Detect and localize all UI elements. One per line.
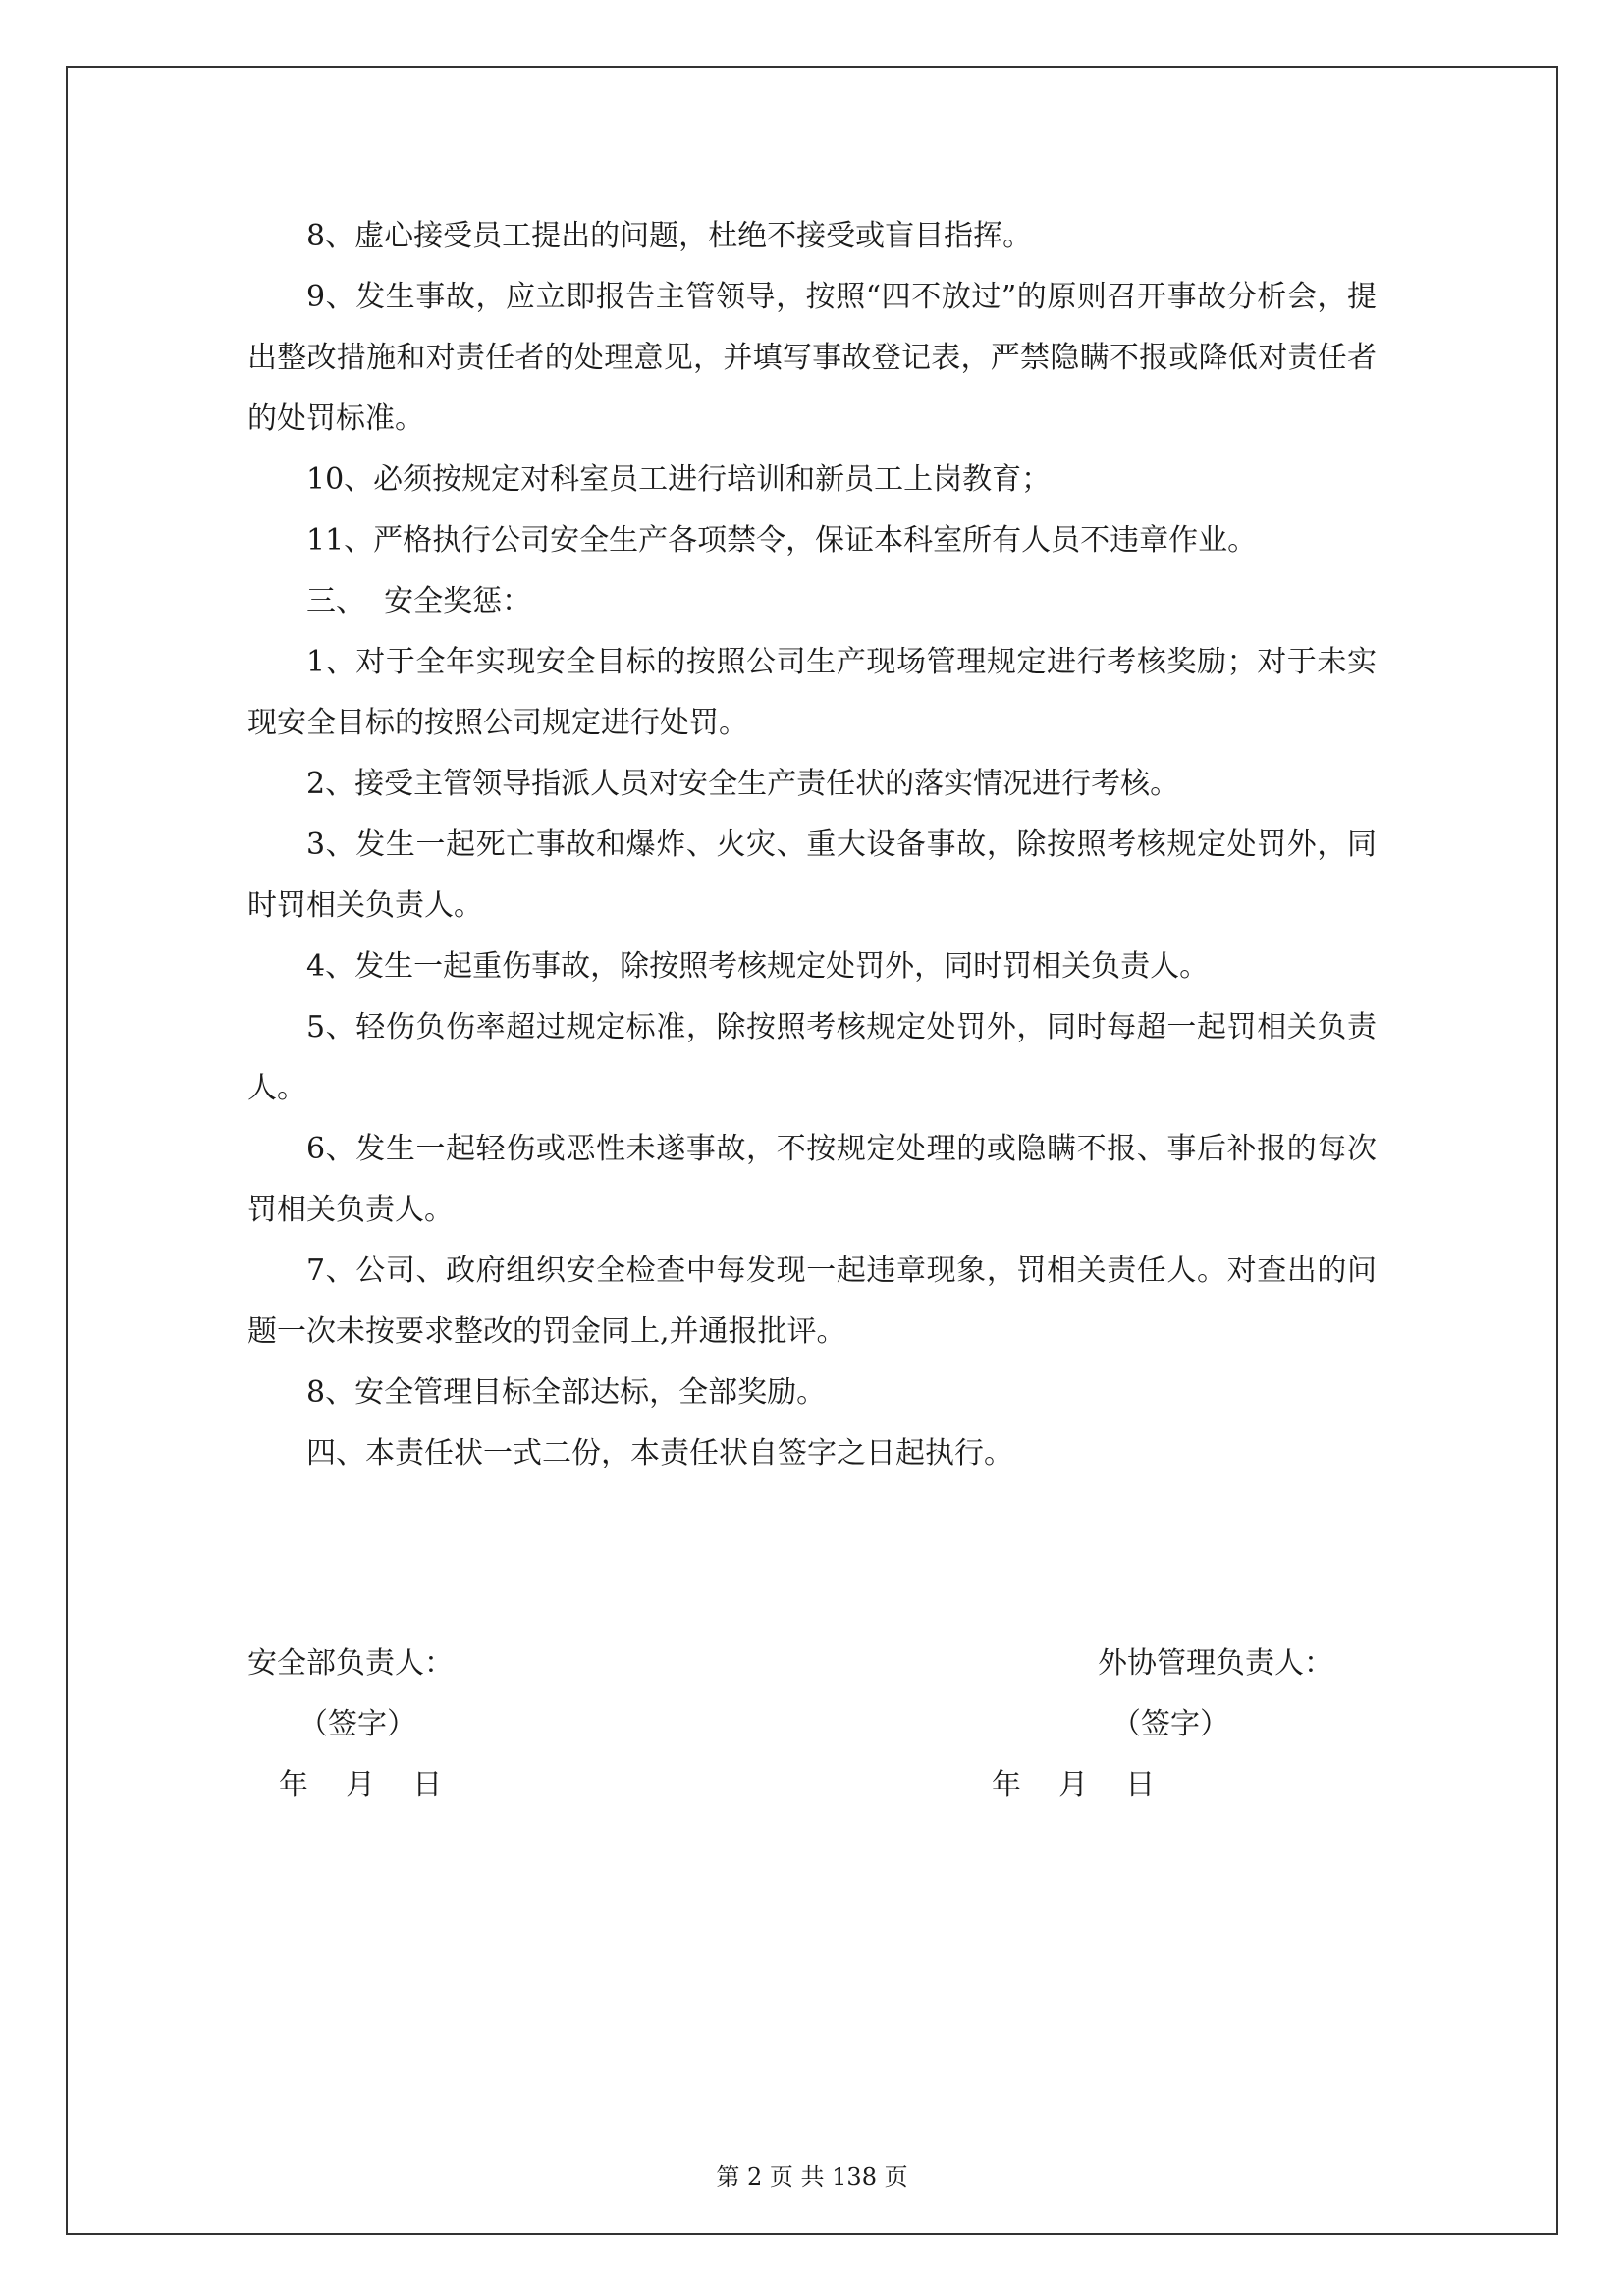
section-heading-rewards: 三、 安全奖惩： [306, 584, 532, 618]
section-four-execution: 四、本责任状一式二份，本责任状自签字之日起执行。 [306, 1436, 1013, 1470]
paragraph-rule-10: 10、必须按规定对科室员工进行培训和新员工上岗教育； [306, 462, 1052, 497]
paragraph-reward-5: 5、轻伤负伤率超过规定标准，除按照考核规定处罚外，同时每超一起罚相关负责人。 [247, 1010, 1377, 1105]
paragraph-reward-2: 2、接受主管领导指派人员对安全生产责任状的落实情况进行考核。 [306, 767, 1180, 801]
paragraph-reward-3: 3、发生一起死亡事故和爆炸、火灾、重大设备事故，除按照考核规定处罚外，同时罚相关负责人。 [247, 828, 1377, 923]
paragraph-reward-6: 6、发生一起轻伤或恶性未遂事故，不按规定处理的或隐瞒不报、事后补报的每次罚相关负责人。 [247, 1132, 1377, 1227]
signature-block-right [992, 1633, 1333, 1816]
paragraph-reward-1: 1、对于全年实现安全目标的按照公司生产现场管理规定进行考核奖励；对于未实现安全目标的按照公司规定进行处罚。 [247, 645, 1377, 740]
paragraph-reward-7: 7、公司、政府组织安全检查中每发现一起违章现象，罚相关责任人。对查出的问题一次未按要求整改的罚金同上,并通报批评。 [247, 1254, 1377, 1349]
paragraph-reward-8: 8、安全管理目标全部达标，全部奖励。 [306, 1375, 827, 1410]
signature-title-right: 外协管理负责人： [1098, 1646, 1333, 1681]
signature-title-left: 安全部负责人： [247, 1646, 454, 1681]
document-body [247, 206, 1377, 1484]
signature-date-left: 年 月 日 [279, 1768, 443, 1802]
paragraph-rule-11: 11、严格执行公司安全生产各项禁令，保证本科室所有人员不违章作业。 [306, 523, 1258, 558]
paragraph-rule-9: 9、发生事故，应立即报告主管领导，按照“四不放过”的原则召开事故分析会，提出整改措施和对责任者的处理意见，并填写事故登记表，严禁隐瞒不报或降低对责任者的处罚标准。 [247, 280, 1377, 436]
signature-block-left [247, 1633, 454, 1816]
signature-sign-left: （签字） [298, 1707, 416, 1741]
paragraph-reward-4: 4、发生一起重伤事故，除按照考核规定处罚外，同时罚相关负责人。 [306, 949, 1210, 984]
signature-sign-right: （签字） [1111, 1707, 1229, 1741]
paragraph-rule-8: 8、虚心接受员工提出的问题，杜绝不接受或盲目指挥。 [306, 219, 1033, 253]
page-footer: 第 2 页 共 138 页 [716, 2163, 908, 2191]
signature-date-right: 年 月 日 [992, 1768, 1156, 1802]
